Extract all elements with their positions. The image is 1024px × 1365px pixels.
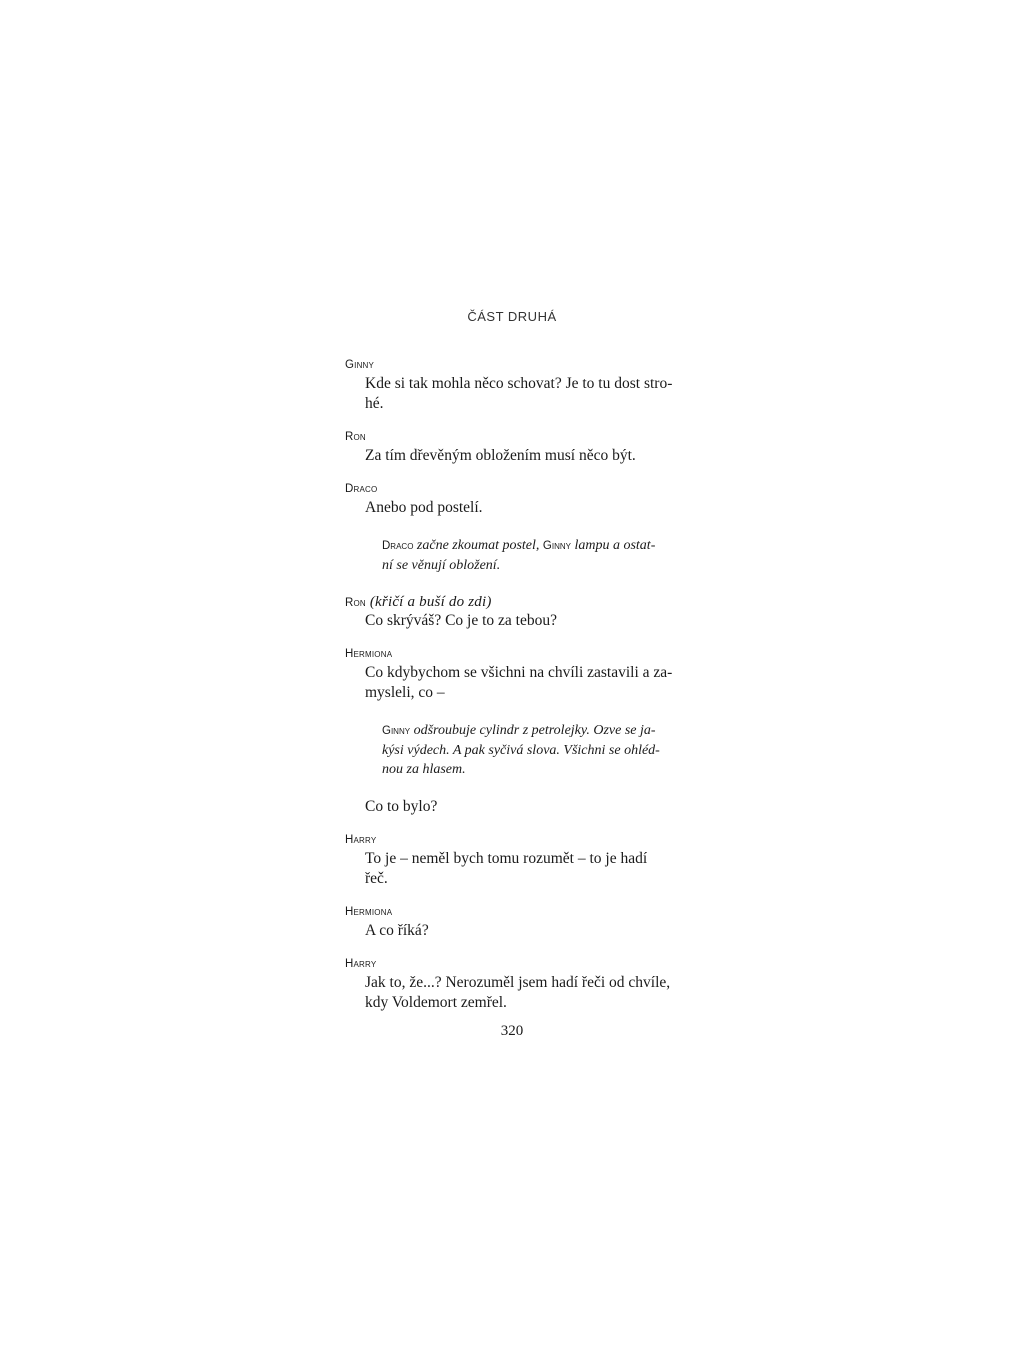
dialogue-line: Jak to, že...? Nerozuměl jsem hadí řeči od chvíle,	[365, 974, 671, 991]
dialogue-block	[345, 645, 673, 703]
stage-line: Draco začne zkoumat postel, Ginny lampu a ostat-	[382, 538, 656, 553]
dialogue-line: Za tím dřevěným obložením musí něco být.	[365, 447, 636, 464]
speaker-name: Ron	[345, 431, 366, 443]
stage-direction	[345, 536, 673, 575]
stage-direction	[345, 721, 673, 779]
speaker-name: Ginny	[345, 359, 375, 371]
speaker-name: Draco	[345, 483, 378, 495]
dialogue-line: řeč.	[365, 870, 388, 887]
speaker-name: Ron (křičí a buší do zdi)	[345, 594, 492, 610]
speaker-name: Hermiona	[345, 906, 393, 918]
dialogue-line: mysleli, co –	[365, 684, 445, 701]
dialogue-block	[345, 593, 673, 631]
character-name: Ginny	[542, 540, 571, 552]
stage-line: kýsi výdech. A pak syčivá slova. Všichni se ohléd-	[382, 743, 660, 758]
character-name: Draco	[382, 540, 414, 552]
dialogue-line: A co říká?	[365, 922, 429, 939]
dialogue-line: Anebo pod postelí.	[365, 499, 483, 516]
script-page	[345, 356, 673, 1013]
dialogue-line: Co skrýváš? Co je to za tebou?	[365, 612, 557, 629]
dialogue-block	[345, 903, 673, 941]
dialogue-block	[345, 797, 673, 817]
dialogue-line: Kde si tak mohla něco schovat? Je to tu dost stro-	[365, 375, 673, 392]
dialogue-block	[345, 480, 673, 518]
speaker-direction: (křičí a buší do zdi)	[365, 594, 492, 610]
dialogue-block	[345, 955, 673, 1013]
dialogue-block	[345, 356, 673, 414]
stage-line: nou za hlasem.	[382, 762, 466, 777]
page-number: 320	[500, 1023, 524, 1039]
speaker-name: Harry	[345, 958, 377, 970]
dialogue-line: To je – neměl bych tomu rozumět – to je hadí	[365, 850, 648, 867]
stage-line: Ginny odšroubuje cylindr z petrolejky. Ozve se ja-	[382, 723, 656, 738]
speaker-name: Hermiona	[345, 648, 393, 660]
dialogue-line: kdy Voldemort zemřel.	[365, 994, 507, 1011]
dialogue-line: hé.	[365, 395, 384, 412]
character-name: Ginny	[382, 725, 411, 737]
dialogue-block	[345, 831, 673, 889]
running-header: ČÁST DRUHÁ	[467, 309, 557, 324]
dialogue-line: Co to bylo?	[365, 798, 438, 815]
dialogue-block	[345, 428, 673, 466]
speaker-name: Harry	[345, 834, 377, 846]
stage-line: ní se věnují obložení.	[382, 558, 501, 573]
dialogue-line: Co kdybychom se všichni na chvíli zastavili a za-	[365, 664, 673, 681]
